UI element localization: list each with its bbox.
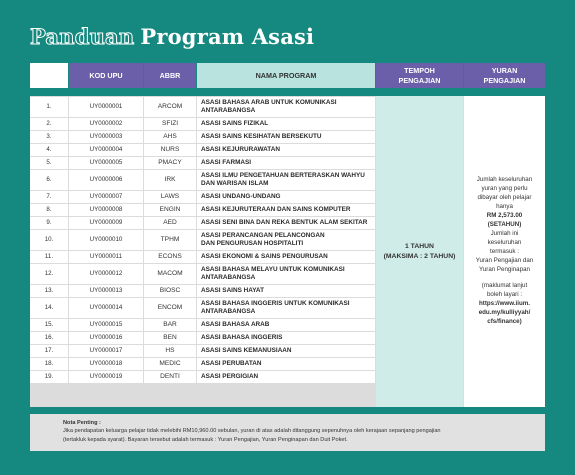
abbr-cell: PMACY <box>144 157 196 169</box>
kod-upu-cell: UY0000006 <box>69 170 143 190</box>
abbr-cell: BIOSC <box>144 285 196 297</box>
table-row <box>30 204 545 216</box>
kod-upu-cell: UY0000017 <box>69 345 143 357</box>
row-number-cell: 7. <box>30 191 68 203</box>
header-no-blank <box>30 63 68 88</box>
yuran-link[interactable]: edu.my/kulliyyah/ <box>478 308 531 316</box>
table-row <box>30 251 545 263</box>
program-name-line: DAN WARISAN ISLAM <box>201 180 269 187</box>
program-name-line: ASASI BAHASA INGGERIS UNTUK KOMUNIKASI <box>201 300 350 307</box>
abbr-cell: AED <box>144 217 196 229</box>
row-number-cell: 15. <box>30 319 68 331</box>
row-number-cell: 8. <box>30 204 68 216</box>
abbr-cell: MACOM <box>144 264 196 284</box>
table-row <box>30 131 545 143</box>
program-name-cell <box>197 217 375 229</box>
abbr-cell: MEDIC <box>144 358 196 370</box>
program-name-line: DAN PENGURUSAN HOSPITALITI <box>201 240 304 247</box>
yuran-link[interactable]: cfs/finance) <box>487 317 522 325</box>
table-row <box>30 285 545 297</box>
program-name-line: ASASI PERANCANGAN PELANCONGAN <box>201 232 325 239</box>
yuran-period: (SETAHUN) <box>487 221 522 229</box>
table-row <box>30 358 545 370</box>
program-name-cell <box>197 170 375 190</box>
kod-upu-cell: UY0000004 <box>69 144 143 156</box>
program-name-line: ANTARABANGSA <box>201 107 256 114</box>
program-name-line: ANTARABANGSA <box>201 274 256 281</box>
abbr-cell: ARCOM <box>144 97 196 117</box>
program-name-line: ASASI BAHASA INGGERIS <box>201 334 283 341</box>
abbr-cell: AHS <box>144 131 196 143</box>
note-line: Jika pendapatan keluarga pelajar tidak melebihi RM10,960.00 sebulan, yuran di atas adalah ditanggung sepenuhnya oleh kerajaan sepanjang pengajian <box>63 428 441 435</box>
program-name-line: ASASI SENI BINA DAN REKA BENTUK ALAM SEKITAR <box>201 219 368 226</box>
kod-upu-cell: UY0000003 <box>69 131 143 143</box>
program-name-cell <box>197 191 375 203</box>
program-name-line: ASASI SAINS KESIHATAN BERSEKUTU <box>201 133 322 140</box>
abbr-cell: HS <box>144 345 196 357</box>
program-name-line: ASASI PERGIGIAN <box>201 373 259 380</box>
abbr-cell: SFIZI <box>144 118 196 130</box>
kod-upu-cell: UY0000001 <box>69 97 143 117</box>
row-number-cell: 10. <box>30 230 68 250</box>
header-tempoh-line1: TEMPOH <box>404 66 435 76</box>
abbr-cell: ECONS <box>144 251 196 263</box>
program-name-line: ASASI BAHASA MELAYU UNTUK KOMUNIKASI <box>201 266 345 273</box>
tempoh-line1: 1 TAHUN <box>405 242 434 250</box>
row-number-cell: 5. <box>30 157 68 169</box>
table-row <box>30 298 545 318</box>
table-row <box>30 118 545 130</box>
table-row <box>30 144 545 156</box>
program-name-cell <box>197 230 375 250</box>
kod-upu-cell: UY0000007 <box>69 191 143 203</box>
program-name-cell <box>197 285 375 297</box>
title-solid-words: Program Asasi <box>140 24 315 49</box>
program-name-cell <box>197 332 375 344</box>
kod-upu-cell: UY0000002 <box>69 118 143 130</box>
header-yuran-line2: PENGAJIAN <box>483 75 526 85</box>
program-name-cell <box>197 371 375 383</box>
program-name-line: ASASI BAHASA ARAB <box>201 321 270 328</box>
program-name-line: ASASI UNDANG-UNDANG <box>201 193 281 200</box>
row-number-cell: 11. <box>30 251 68 263</box>
header-tempoh-line2: PENGAJIAN <box>398 75 441 85</box>
tempoh-line2: (MAKSIMA : 2 TAHUN) <box>383 252 456 260</box>
program-name-cell <box>197 204 375 216</box>
kod-upu-cell: UY0000005 <box>69 157 143 169</box>
yuran-line: Jumlah ini <box>490 230 519 238</box>
yuran-line: keseluruhan <box>487 239 522 247</box>
table-row <box>30 345 545 357</box>
table-row <box>30 170 545 190</box>
row-number-cell: 14. <box>30 298 68 318</box>
program-name-cell <box>197 298 375 318</box>
header-nama-program: NAMA PROGRAM <box>197 63 375 88</box>
table-row <box>30 332 545 344</box>
row-number-cell: 9. <box>30 217 68 229</box>
title-outline-word: Panduan <box>30 24 135 49</box>
yuran-amount: RM 2,573.00 <box>486 212 523 220</box>
header-tempoh <box>376 63 463 88</box>
program-name-line: ASASI SAINS KEMANUSIAAN <box>201 347 292 354</box>
kod-upu-cell: UY0000018 <box>69 358 143 370</box>
program-name-line: ASASI ILMU PENGETAHUAN BERTERASKAN WAHYU <box>201 172 365 179</box>
program-name-cell <box>197 97 375 117</box>
kod-upu-cell: UY0000008 <box>69 204 143 216</box>
abbr-cell: IRK <box>144 170 196 190</box>
header-abbr: ABBR <box>144 63 196 88</box>
row-number-cell: 12. <box>30 264 68 284</box>
kod-upu-cell: UY0000011 <box>69 251 143 263</box>
row-number-cell: 18. <box>30 358 68 370</box>
header-yuran <box>464 63 545 88</box>
program-name-cell <box>197 319 375 331</box>
table-row <box>30 97 545 117</box>
program-name-cell <box>197 131 375 143</box>
program-name-line: ASASI KEJURUTERAAN DAN SAINS KOMPUTER <box>201 206 351 213</box>
table-row <box>30 264 545 284</box>
abbr-cell: NURS <box>144 144 196 156</box>
kod-upu-cell: UY0000012 <box>69 264 143 284</box>
yuran-line: termasuk : <box>490 248 519 255</box>
yuran-line: Jumlah keseluruhan <box>476 176 533 184</box>
program-name-line: ASASI KEJURURAWATAN <box>201 146 280 153</box>
table-row <box>30 230 545 250</box>
row-number-cell: 2. <box>30 118 68 130</box>
program-name-line: ASASI SAINS FIZIKAL <box>201 120 269 127</box>
important-note <box>30 414 545 451</box>
yuran-line: hanya <box>496 203 513 211</box>
yuran-line: dibayar oleh pelajar <box>477 194 532 202</box>
program-name-line: ASASI BAHASA ARAB UNTUK KOMUNIKASI <box>201 99 337 106</box>
table-row <box>30 319 545 331</box>
row-number-cell: 19. <box>30 371 68 383</box>
row-number-cell: 1. <box>30 97 68 117</box>
yuran-line: Yuran Penginapan <box>479 265 530 273</box>
row-number-cell: 4. <box>30 144 68 156</box>
program-table <box>30 96 545 407</box>
table-row <box>30 157 545 169</box>
table-row <box>30 191 545 203</box>
yuran-line: boleh layari : <box>486 290 523 298</box>
abbr-cell: DENTI <box>144 371 196 383</box>
kod-upu-cell: UY0000009 <box>69 217 143 229</box>
abbr-cell: BAR <box>144 319 196 331</box>
kod-upu-cell: UY0000010 <box>69 230 143 250</box>
abbr-cell: TPHM <box>144 230 196 250</box>
kod-upu-cell: UY0000015 <box>69 319 143 331</box>
program-name-line: ASASI SAINS HAYAT <box>201 287 264 294</box>
program-name-cell <box>197 358 375 370</box>
page-title <box>30 24 314 49</box>
note-label: Nota Penting : <box>63 420 101 426</box>
kod-upu-cell: UY0000013 <box>69 285 143 297</box>
program-name-cell <box>197 118 375 130</box>
program-name-line: ASASI PERUBATAN <box>201 360 262 367</box>
yuran-line: yuran yang perlu <box>481 185 528 193</box>
row-number-cell: 3. <box>30 131 68 143</box>
kod-upu-cell: UY0000019 <box>69 371 143 383</box>
program-name-line: ANTARABANGSA <box>201 308 256 315</box>
abbr-cell: ENCOM <box>144 298 196 318</box>
program-name-cell <box>197 345 375 357</box>
yuran-link[interactable]: https://www.iium. <box>479 299 530 307</box>
kod-upu-cell: UY0000014 <box>69 298 143 318</box>
row-number-cell: 6. <box>30 170 68 190</box>
row-number-cell: 13. <box>30 285 68 297</box>
program-name-cell <box>197 144 375 156</box>
table-row <box>30 217 545 229</box>
yuran-line: (maklumat lanjut <box>481 281 528 289</box>
program-name-cell <box>197 251 375 263</box>
row-number-cell: 17. <box>30 345 68 357</box>
note-line: (tertakluk kepada syarat). Bayaran tersebut adalah termasuk : Yuran Pengajian, Yuran Penginapan dan Duit Poket. <box>63 436 348 443</box>
yuran-line: Yuran Pengajian dan <box>475 256 534 264</box>
program-name-line: ASASI EKONOMI & SAINS PENGURUSAN <box>201 253 328 260</box>
table-row <box>30 371 545 383</box>
abbr-cell: LAWS <box>144 191 196 203</box>
kod-upu-cell: UY0000016 <box>69 332 143 344</box>
program-name-line: ASASI FARMASI <box>201 159 252 166</box>
row-number-cell: 16. <box>30 332 68 344</box>
program-name-cell <box>197 264 375 284</box>
abbr-cell: ENGIN <box>144 204 196 216</box>
header-kod-upu: KOD UPU <box>69 63 143 88</box>
abbr-cell: BEN <box>144 332 196 344</box>
program-name-cell <box>197 157 375 169</box>
header-yuran-line1: YURAN <box>491 66 518 76</box>
